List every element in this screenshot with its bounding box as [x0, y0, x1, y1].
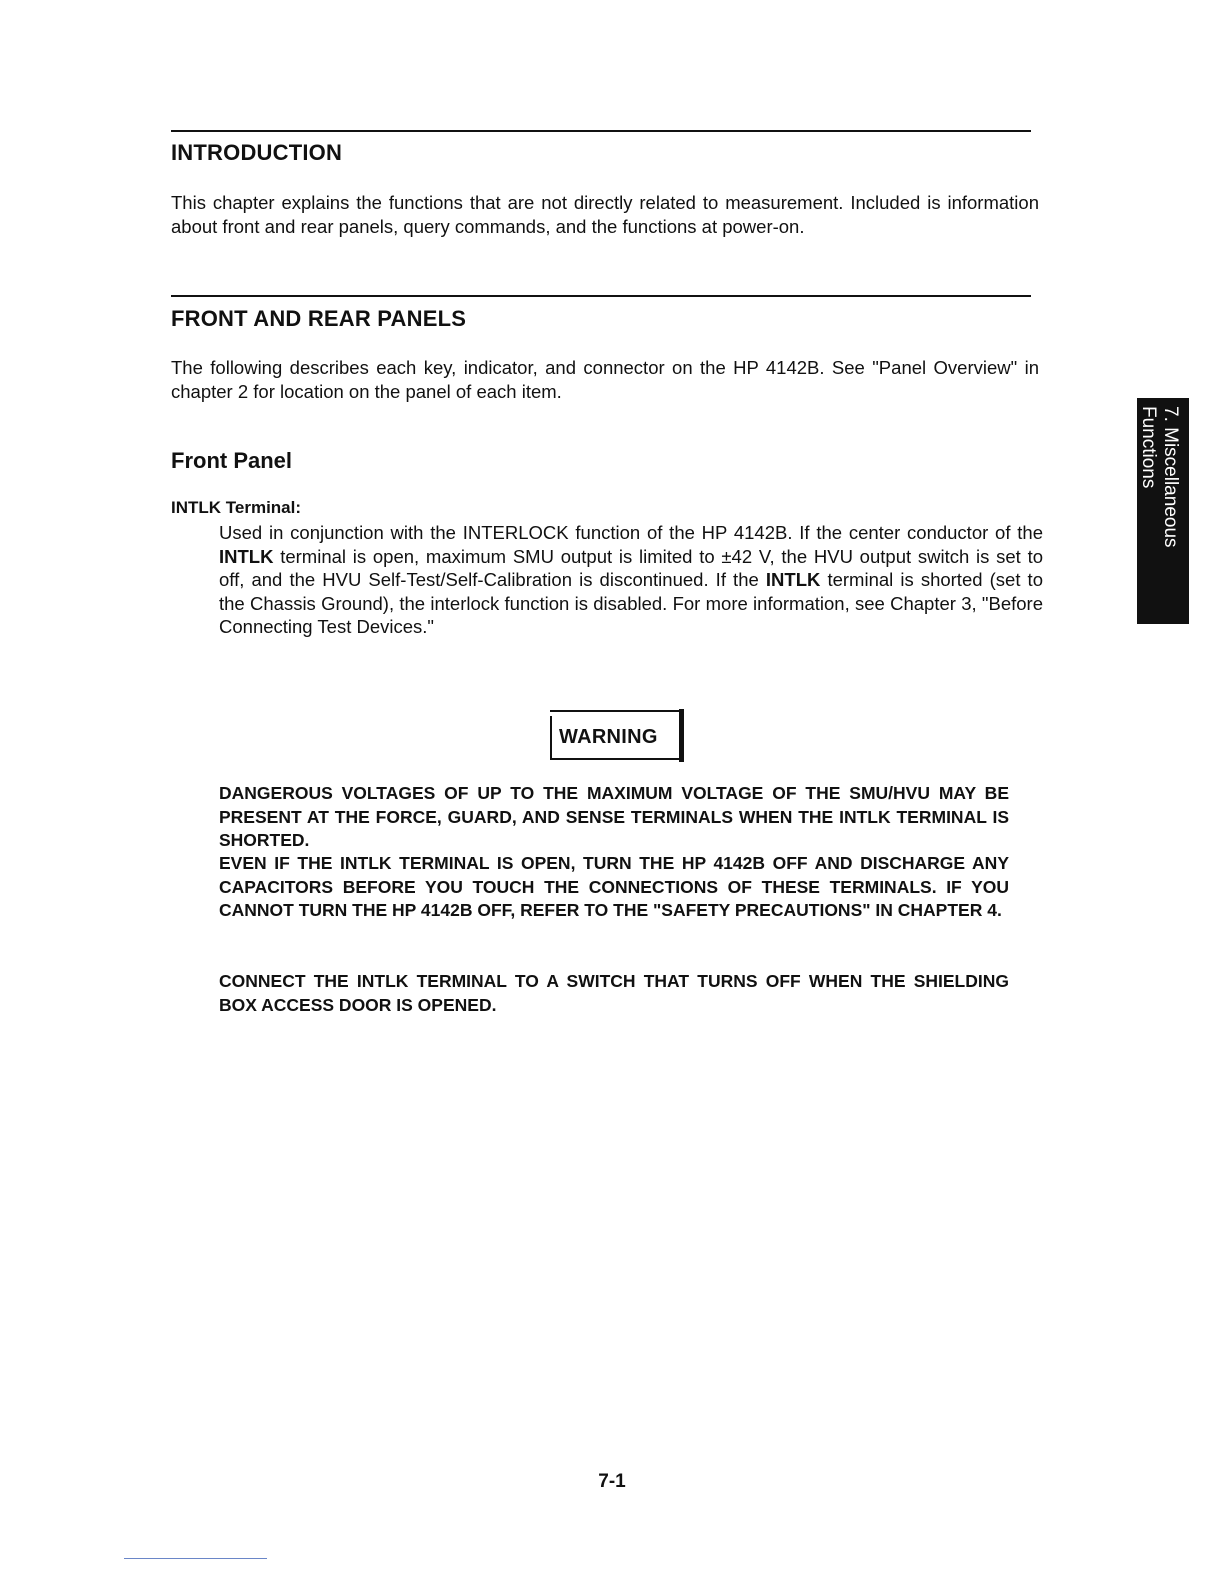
section-rule-introduction [171, 130, 1031, 132]
heading-front-panel: Front Panel [171, 448, 293, 473]
desc-text-3: terminal is shorted (set to the Chassis Ground), the interlock function is disabled. For more information, see Chapter 3, "Before Connecting Test Devices." [219, 569, 1043, 637]
intlk-terminal-term: INTLK Terminal: [171, 498, 302, 517]
warning-label-box [550, 716, 680, 760]
warning-text-3: CONNECT THE INTLK TERMINAL TO A SWITCH THAT TURNS OFF WHEN THE SHIELDING BOX ACCESS DOOR IS OPENED. [219, 971, 1009, 1015]
warning-box-top-line [550, 710, 684, 712]
introduction-paragraph: This chapter explains the functions that are not directly related to measurement. Included is information about front and rear panels, query commands, and the functions at power-on. [171, 192, 1039, 237]
heading-front-rear-panels: FRONT AND REAR PANELS [171, 306, 467, 331]
desc-text-2: terminal is open, maximum SMU output is limited to ±42 V, the HVU output switch is set to off, and the HVU Self-Test/Self-Calibration is discontinued. If the [219, 545, 1043, 590]
desc-bold-intlk-2: INTLK [765, 569, 821, 590]
footer-line [124, 1558, 267, 1559]
warning-label: WARNING [559, 726, 658, 748]
warning-text-2: EVEN IF THE INTLK TERMINAL IS OPEN, TURN THE HP 4142B OFF AND DISCHARGE ANY CAPACITORS BEFORE YOU TOUCH THE CONNECTIONS OF THESE TERMINALS. IF YOU CANNOT TURN THE HP 4142B OFF, REFER TO THE "SAFETY PRECAUTIONS" IN CHAPTER 4. [219, 853, 1009, 920]
intlk-terminal-description [219, 521, 1043, 639]
side-tab-line-1: 7. Miscellaneous [1160, 406, 1181, 548]
heading-introduction: INTRODUCTION [171, 140, 343, 165]
side-tab-line-2: Functions [1138, 406, 1159, 489]
section-rule-front-rear [171, 295, 1031, 297]
front-rear-paragraph: The following describes each key, indicator, and connector on the HP 4142B. See "Panel Overview" in chapter 2 for location on the panel of each item. [171, 357, 1039, 402]
warning-box-right-bar [679, 709, 684, 762]
chapter-side-tab [1137, 398, 1189, 624]
desc-bold-intlk-1: INTLK [219, 545, 274, 567]
warning-text-1: DANGEROUS VOLTAGES OF UP TO THE MAXIMUM VOLTAGE OF THE SMU/HVU MAY BE PRESENT AT THE FORCE, GUARD, AND SENSE TERMINALS WHEN THE INTLK TERMINAL IS SHORTED. [219, 783, 1009, 850]
page-number: 7-1 [598, 1471, 626, 1492]
desc-text-1: Used in conjunction with the INTERLOCK function of the HP 4142B. If the center conductor of the [219, 522, 1043, 543]
chapter-side-tab-text [1138, 406, 1181, 616]
